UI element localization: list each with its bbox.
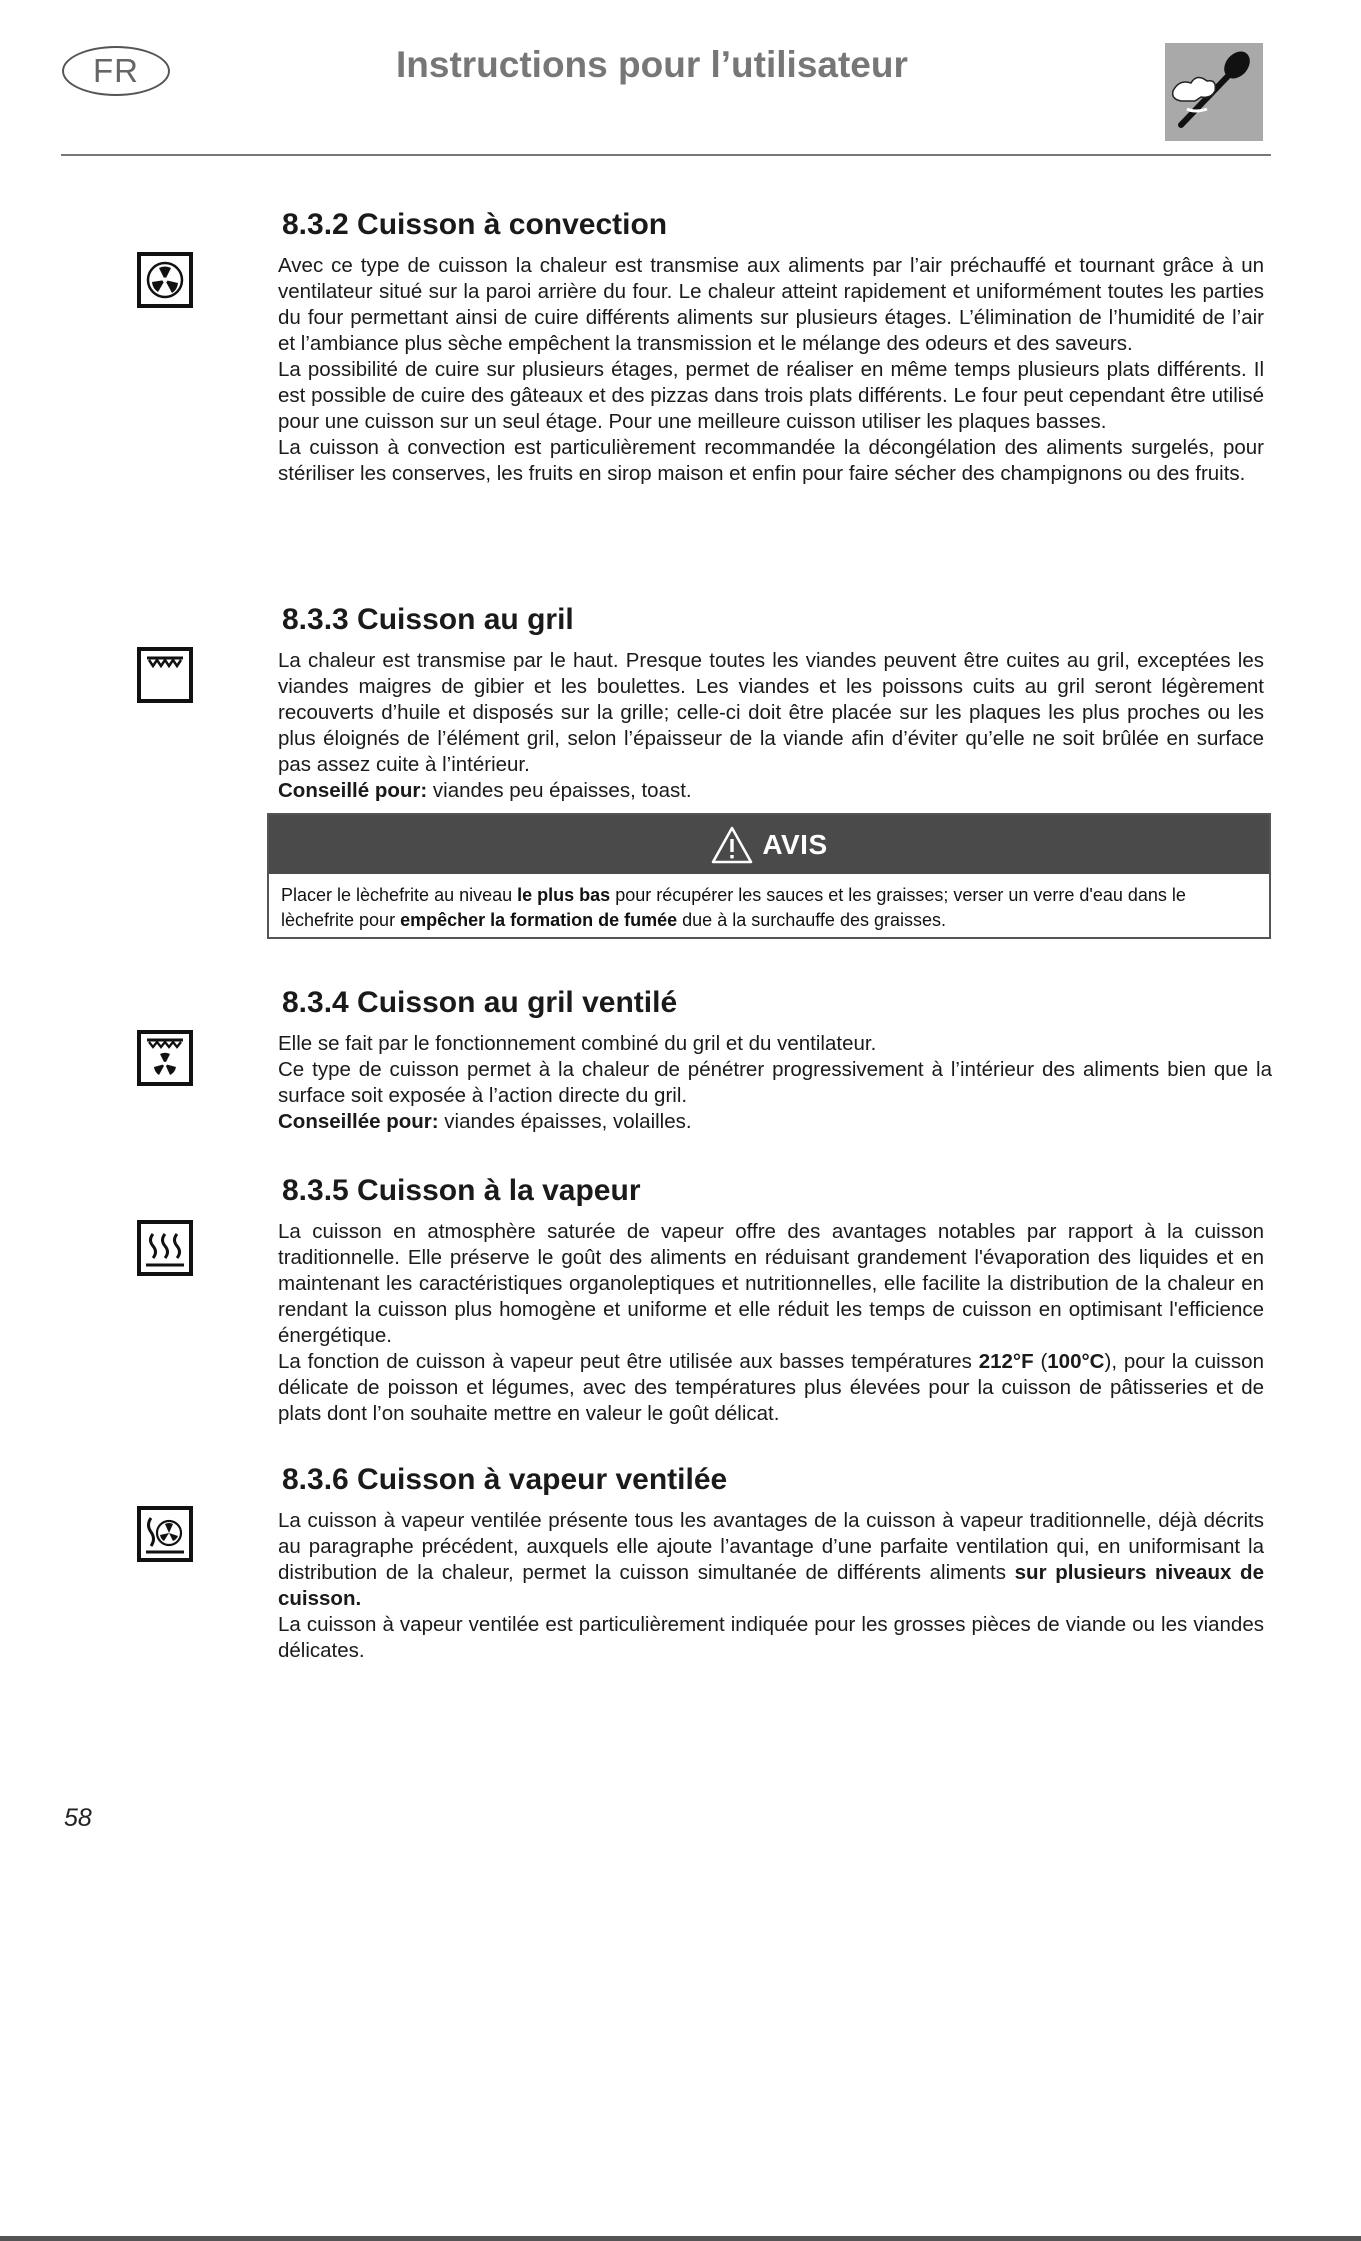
temperature-fahrenheit: 212°F [978, 1350, 1034, 1373]
section-fan-grill [278, 986, 1272, 1135]
notice-box [267, 813, 1271, 939]
page-number: 58 [64, 1804, 92, 1832]
notice-fragment: Placer le lèchefrite au niveau [281, 885, 518, 905]
section-convection [278, 208, 1272, 487]
top-grill-icon [137, 647, 193, 703]
recommend-label: Conseillée pour: [278, 1110, 439, 1133]
section-body [278, 1508, 1264, 1664]
section-body [278, 648, 1264, 804]
text-fragment: ( [1033, 1350, 1048, 1373]
paragraph-temperature [278, 1349, 1264, 1427]
section-heading: 8.3.4 Cuisson au gril ventilé [282, 986, 678, 1019]
language-badge: FR [62, 46, 170, 96]
notice-title: AVIS [762, 828, 828, 860]
recommendation [278, 778, 1264, 804]
section-heading: 8.3.6 Cuisson à vapeur ventilée [282, 1463, 728, 1496]
notice-emphasis: le plus bas [517, 885, 611, 905]
section-heading: 8.3.5 Cuisson à la vapeur [282, 1174, 641, 1207]
text-fragment: La fonction de cuisson à vapeur peut être utilisée aux basses températures [278, 1350, 979, 1373]
page-header-title: Instructions pour l’utilisateur [396, 44, 908, 85]
section-body [278, 253, 1264, 487]
section-heading: 8.3.2 Cuisson à convection [282, 208, 668, 241]
paragraph: La cuisson à convection est particulièrement recommandée la décongélation des aliments surgelés, pour stériliser les conserves, les fruits en sirop maison et enfin pour faire sécher des champignons ou des fruits. [278, 436, 1264, 485]
notice-fragment: due à la surchauffe des graisses. [677, 910, 946, 930]
notice-fragment: pour récupérer les sauces et les graisses; verser un verre d'eau dans le lèchefrite pour [281, 885, 1186, 930]
paragraph: La cuisson à vapeur ventilée est particulièrement indiquée pour les grosses pièces de viande ou les viandes délicates. [278, 1613, 1264, 1662]
section-steam [278, 1174, 1272, 1427]
recommendation [278, 1109, 1272, 1135]
paragraph: La chaleur est transmise par le haut. Presque toutes les viandes peuvent être cuites au gril, exceptées les viandes maigres de gibier et les boulettes. Les viandes et les poissons cuits au gril seront légèrement recouverts d’huile et disposés sur la grille; celle-ci doit être placée sur les plaques les plus proches ou les plus éloignés de l’élément gril, selon l’épaisseur de la viande afin d’éviter qu’elle ne soit brûlée en surface pas assez cuite à l’intérieur. [278, 649, 1264, 776]
paragraph: Avec ce type de cuisson la chaleur est transmise aux aliments par l’air préchauffé et tournant grâce à un ventilateur situé sur la paroi arrière du four. Le chaleur atteint rapidement et uniformément toutes les parties du four permettant ainsi de cuire différents aliments sur plusieurs étages. L’élimination de l’humidité de l’air et l’ambiance plus sèche empêchent la transmission et le mélange des odeurs et des saveurs. [278, 254, 1264, 355]
paragraph [278, 1508, 1264, 1612]
temperature-celsius: 100°C [1047, 1350, 1105, 1373]
paragraph: La possibilité de cuire sur plusieurs étages, permet de réaliser en même temps plusieurs plats différents. Il est possible de cuire des gâteaux et des pizzas dans trois plats différents. Le four peut cependant être utilisé pour une cuisson sur un seul étage. Pour une meilleure cuisson utiliser les plaques basses. [278, 358, 1264, 433]
section-heading: 8.3.3 Cuisson au gril [282, 603, 574, 636]
fan-grill-icon [137, 1030, 193, 1086]
section-body [278, 1031, 1272, 1135]
section-steam-fan [278, 1463, 1272, 1664]
recommend-text: viandes peu épaisses, toast. [427, 779, 692, 802]
notice-emphasis: empêcher la formation de fumée [400, 910, 678, 930]
steam-icon [137, 1220, 193, 1276]
steam-fan-icon [137, 1506, 193, 1562]
paragraph: Ce type de cuisson permet à la chaleur de pénétrer progressivement à l’intérieur des aliments bien que la surface soit exposée à l’action directe du gril. [278, 1058, 1272, 1107]
recommend-label: Conseillé pour: [278, 779, 428, 802]
section-body [278, 1219, 1264, 1427]
warning-triangle-icon [710, 825, 754, 865]
recommend-text: viandes épaisses, volailles. [438, 1110, 692, 1133]
text-fragment: ), pour la cuisson délicate de poisson et légumes, avec des températures plus élevées pour la cuisson de pâtisseries et de plats dont l’on souhaite mettre en valeur le goût délicat. [278, 1350, 1264, 1425]
notice-text [269, 874, 1269, 933]
section-grill [278, 603, 1272, 804]
notice-header [269, 815, 1269, 874]
header-divider [61, 154, 1271, 156]
paragraph: Elle se fait par le fonctionnement combiné du gril et du ventilateur. [278, 1032, 877, 1055]
text-fragment: La cuisson à vapeur ventilée présente tous les avantages de la cuisson à vapeur traditionnelle, déjà décrits au paragraphe précédent, auxquels elle ajoute l’avantage d’une parfaite ventilation qui, en uniformisant la distribution de la chaleur, permet la cuisson simultanée de différents aliments [278, 1509, 1264, 1584]
paragraph: La cuisson en atmosphère saturée de vapeur offre des avantages notables par rapport à la cuisson traditionnelle. Elle préserve le goût des aliments en réduisant grandement l'évaporation des liquides et en maintenant les caractéristiques organoleptiques et nutritionnelles, elle facilite la distribution de la chaleur en rendant la cuisson plus homogène et uniforme et elle réduit les temps de cuisson en optimisant l'efficience énergétique. [278, 1220, 1264, 1347]
chef-spoon-icon [1165, 43, 1263, 141]
bottom-edge [0, 2236, 1361, 2241]
text-emphasis: sur plusieurs niveaux de cuisson. [278, 1561, 1264, 1610]
fan-convection-icon [137, 252, 193, 308]
